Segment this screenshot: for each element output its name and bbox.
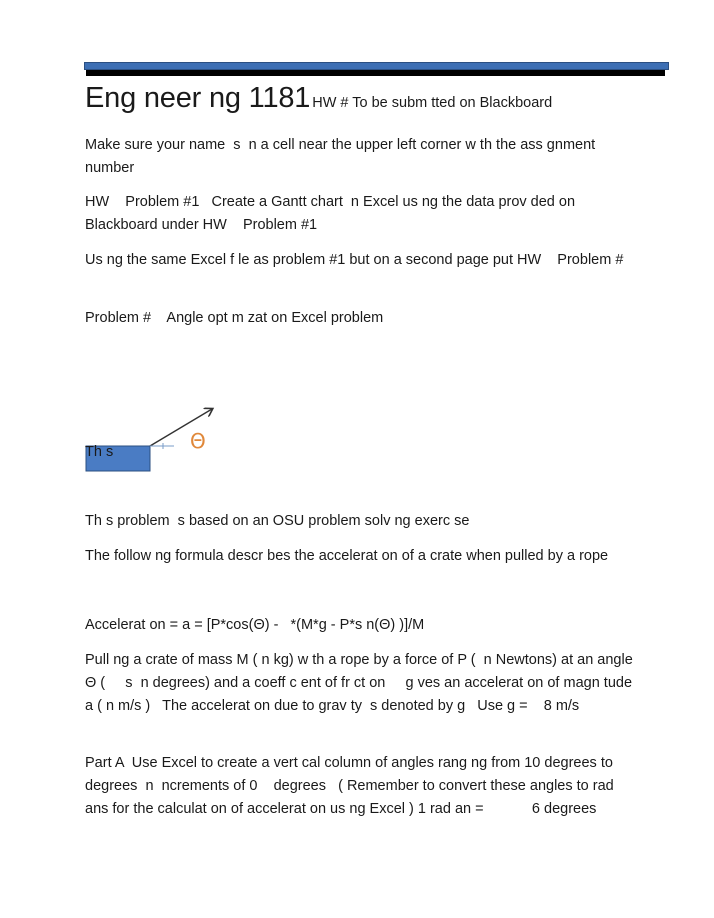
paragraph-problem-2: Us ng the same Excel f le as problem #1 but on a second page put HW Problem # [85,252,624,268]
crate-label: Th s [85,444,114,460]
paragraph-osu-source: Th s problem s based on an OSU problem solv ng exerc se [85,513,470,529]
header-rule [84,62,669,77]
document-title: Eng neer ng 1181 [85,82,311,114]
acceleration-formula: Accelerat on = a = [P*cos(Θ) - *(M*g - P*s n(Θ) )]/M [85,617,425,633]
paragraph-name-instructions: Make sure your name s n a cell near the upper left corner w th the ass gnment number [85,137,600,176]
paragraph-problem-3-title: Problem # Angle opt m zat on Excel problem [85,310,384,326]
paragraph-problem-1: HW Problem #1 Create a Gantt chart n Excel us ng the data prov ded on Blackboard under HW Problem #1 [85,194,580,233]
header-rule-black [86,70,665,76]
header-rule-blue [84,62,669,70]
theta-symbol: Θ [190,429,206,453]
document-subtitle: HW # To be subm tted on Blackboard [312,95,553,111]
paragraph-part-a: Part A Use Excel to create a vert cal column of angles rang ng from 10 degrees to degrees n ncrements of 0 degrees ( Remember to convert these angles to rad ans for the calculat on of accelerat on us ng Excel ) 1 rad an = 6 degrees [85,755,634,817]
paragraph-formula-intro: The follow ng formula descr bes the accelerat on of a crate when pulled by a rope [85,548,609,564]
title-line [85,82,552,115]
crate-rope-diagram [84,403,224,475]
paragraph-variable-definitions: Pull ng a crate of mass M ( n kg) w th a rope by a force of P ( n Newtons) at an angle Θ ( s n degrees) and a coeff c ent of fr ct on g ves an accelerat on of magn tude a ( n m/s ) The accelerat on due to grav ty s denoted by g Use g = 8 m/s [85,652,637,714]
